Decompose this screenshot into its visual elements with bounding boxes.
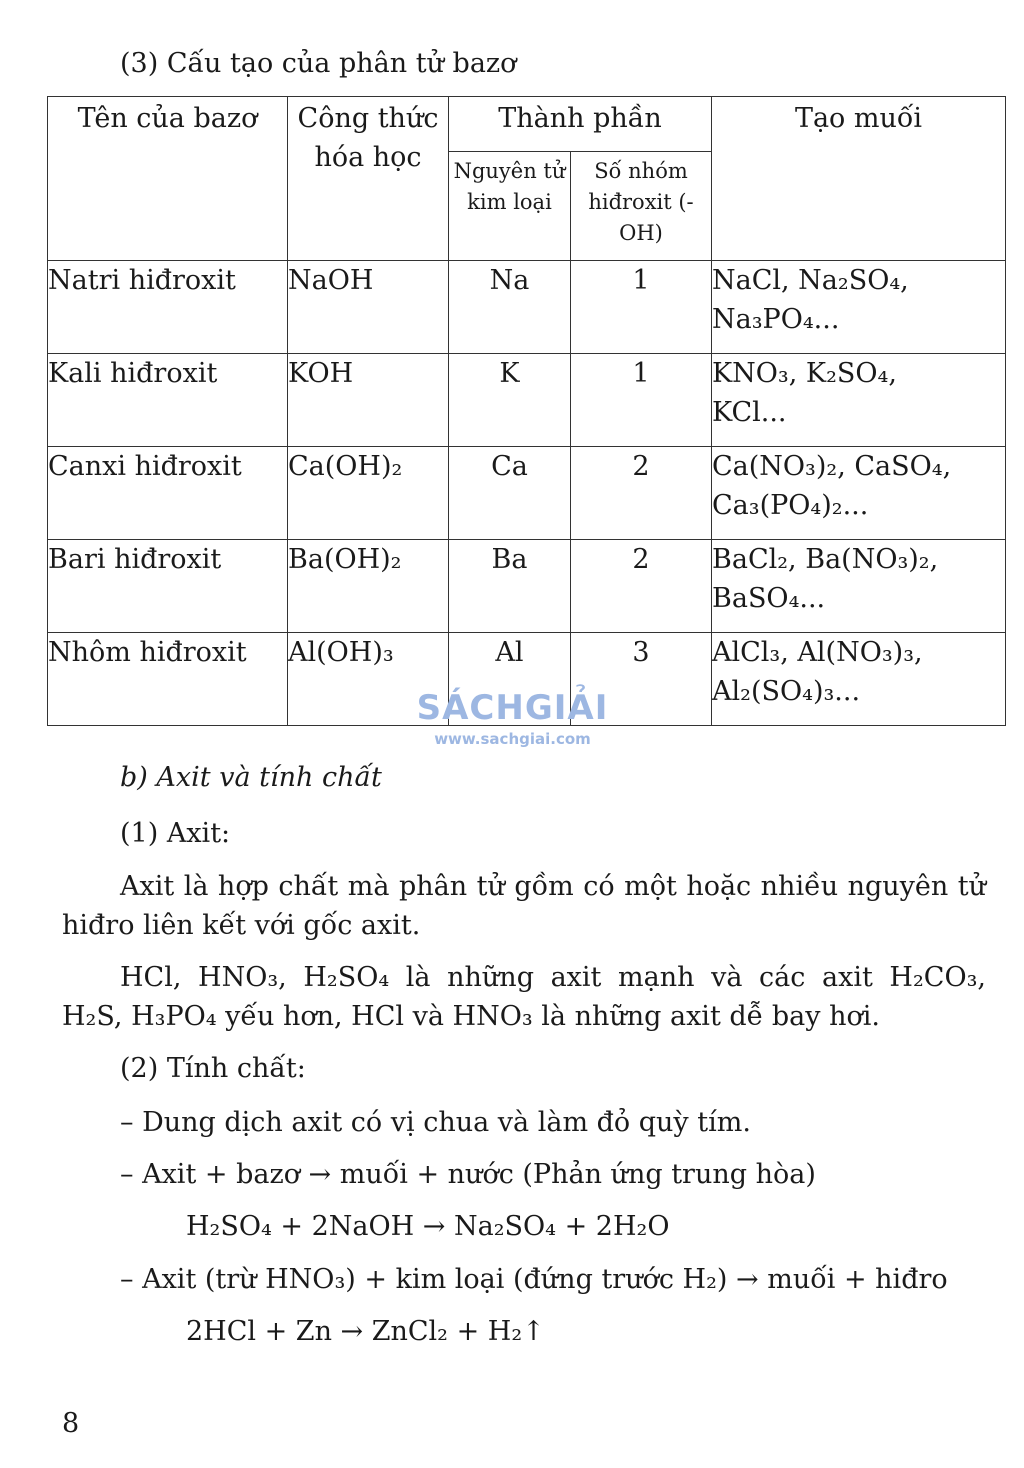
header-composition: Thành phần [449, 97, 712, 152]
watermark [410, 688, 615, 748]
base-formula: Ca(OH)₂ [288, 447, 449, 540]
salts [712, 261, 1006, 354]
subsection-heading: b) Axit và tính chất [120, 762, 382, 793]
header-name: Tên của bazơ [48, 97, 288, 261]
table-row [48, 540, 1006, 633]
table-row [48, 261, 1006, 354]
properties-heading: (2) Tính chất: [120, 1053, 306, 1084]
watermark-logo: SÁCHGIẢI [416, 688, 609, 728]
acid-definition-line-2: hiđro liên kết với gốc axit. [62, 910, 421, 941]
salts-line-2: BaSO₄... [712, 583, 826, 614]
oh-count: 1 [571, 261, 712, 354]
acid-strength-line-2: H₂S, H₃PO₄ yếu hơn, HCl và HNO₃ là những axit dễ bay hơi. [62, 1001, 880, 1032]
acid-heading: (1) Axit: [120, 818, 231, 849]
header-metal-atom: Nguyên tử kim loại [449, 152, 571, 261]
base-formula: Ba(OH)₂ [288, 540, 449, 633]
header-formula: Công thức hóa học [288, 97, 449, 261]
salts-line-2: Al₂(SO₄)₃... [712, 676, 861, 707]
oh-count: 2 [571, 447, 712, 540]
salts-line-1: NaCl, Na₂SO₄, [712, 265, 909, 296]
equation-1: H₂SO₄ + 2NaOH → Na₂SO₄ + 2H₂O [186, 1211, 670, 1242]
oh-count: 2 [571, 540, 712, 633]
table-header-row [48, 97, 1006, 152]
salts-line-1: AlCl₃, Al(NO₃)₃, [712, 637, 923, 668]
table-row [48, 354, 1006, 447]
section-heading: (3) Cấu tạo của phân tử bazơ [120, 48, 517, 79]
acid-strength-line-1: HCl, HNO₃, H₂SO₄ là những axit mạnh và các axit H₂CO₃, [120, 962, 986, 993]
metal-atom: Al [449, 633, 571, 726]
salts-line-1: KNO₃, K₂SO₄, [712, 358, 897, 389]
salts-line-1: Ca(NO₃)₂, CaSO₄, [712, 451, 952, 482]
property-2: – Axit + bazơ → muối + nước (Phản ứng trung hòa) [120, 1159, 816, 1190]
metal-atom: K [449, 354, 571, 447]
base-formula: NaOH [288, 261, 449, 354]
base-name: Canxi hiđroxit [48, 447, 288, 540]
salts [712, 447, 1006, 540]
salts [712, 633, 1006, 726]
property-3: – Axit (trừ HNO₃) + kim loại (đứng trước H₂) → muối + hiđro [120, 1264, 948, 1295]
salts-line-2: KCl... [712, 397, 787, 428]
bases-table [47, 96, 1006, 726]
metal-atom: Ca [449, 447, 571, 540]
watermark-url: www.sachgiai.com [434, 730, 591, 748]
salts-line-2: Ca₃(PO₄)₂... [712, 490, 869, 521]
acid-definition-line-1: Axit là hợp chất mà phân tử gồm có một hoặc nhiều nguyên tử [120, 871, 986, 902]
metal-atom: Ba [449, 540, 571, 633]
base-name: Natri hiđroxit [48, 261, 288, 354]
property-1: – Dung dịch axit có vị chua và làm đỏ quỳ tím. [120, 1107, 751, 1138]
base-formula: Al(OH)₃ [288, 633, 449, 726]
salts-line-2: Na₃PO₄... [712, 304, 840, 335]
header-salts: Tạo muối [712, 97, 1006, 261]
base-formula: KOH [288, 354, 449, 447]
page-number: 8 [62, 1408, 80, 1439]
base-name: Nhôm hiđroxit [48, 633, 288, 726]
metal-atom: Na [449, 261, 571, 354]
base-name: Bari hiđroxit [48, 540, 288, 633]
base-name: Kali hiđroxit [48, 354, 288, 447]
header-hydroxide-groups: Số nhóm hiđroxit (-OH) [571, 152, 712, 261]
salts [712, 540, 1006, 633]
salts [712, 354, 1006, 447]
oh-count: 3 [571, 633, 712, 726]
salts-line-1: BaCl₂, Ba(NO₃)₂, [712, 544, 939, 575]
oh-count: 1 [571, 354, 712, 447]
table-row [48, 447, 1006, 540]
equation-2: 2HCl + Zn → ZnCl₂ + H₂↑ [186, 1316, 545, 1347]
